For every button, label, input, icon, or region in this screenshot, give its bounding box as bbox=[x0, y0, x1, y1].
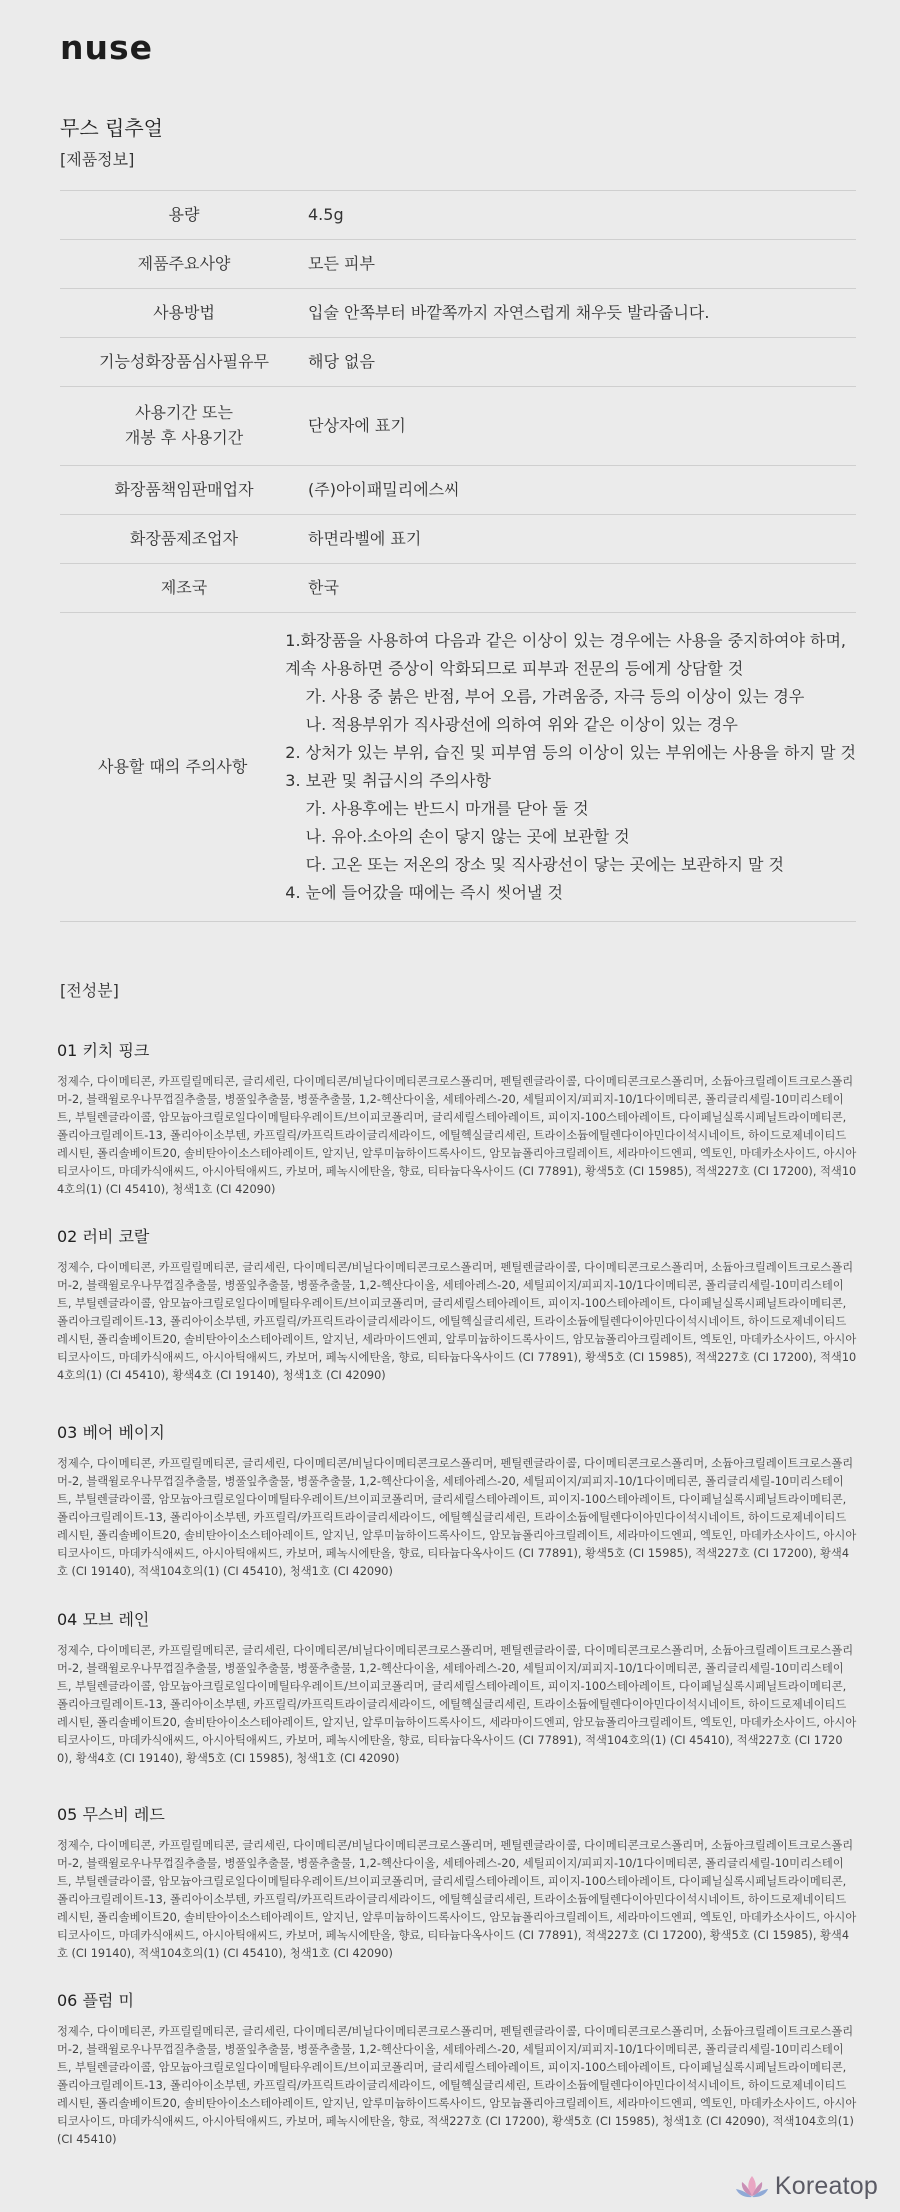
shade-ingredients: 정제수, 다이메티콘, 카프릴릴메티콘, 글리세린, 다이메티콘/비닐다이메티콘크로스폴리머, 펜틸렌글라이콜, 다이메티콘크로스폴리머, 소듐아크릴레이트크로스폴리머-2, 블랙윌로우나무껍질추출물, 병풀잎추출물, 병풀추출물, 1,2-헥산다이올, 세테아레스-20, 세틸피이지/피피지-10/1다이메티콘, 폴리글리세릴-10미리스테이트, 부틸렌글라이콜, 암모늄아크릴로일다이메틸타우레이트/브이피코폴리머, 글리세릴스테아레이트, 피이지-100스테아레이트, 다이페닐실록시페닐트라이메티콘, 폴리아크릴레이트-13, 폴리아이소부텐, 카프릴릭/카프릭트라이글리세라이드, 에틸헥실글리세린, 트라이소듐에틸렌다이아민다이석시네이트, 하이드로제네이티드레시틴, 폴리솔베이트20, 솔비탄아이소스테아레이트, 알지닌, 알루미늄하이드록사이드, 세라마이드엔피, 암모늄폴리아크릴레이트, 엑토인, 마데카소사이드, 아시아티코사이드, 마데카식애씨드, 아시아틱애씨드, 카보머, 페녹시에탄올, 향료, 티타늄다옥사이드 (CI 77891), 적색104호의(1) (CI 45410), 적색227호 (CI 17200), 황색4호 (CI 19140), 황색5호 (CI 15985), 청색1호 (CI 42090) bbox=[57, 1644, 857, 1765]
shade-ingredients: 정제수, 다이메티콘, 카프릴릴메티콘, 글리세린, 다이메티콘/비닐다이메티콘크로스폴리머, 펜틸렌글라이콜, 다이메티콘크로스폴리머, 소듐아크릴레이트크로스폴리머-2, 블랙윌로우나무껍질추출물, 병풀잎추출물, 병풀추출물, 1,2-헥산다이올, 세테아레스-20, 세틸피이지/피피지-10/1다이메티콘, 폴리글리세릴-10미리스테이트, 부틸렌글라이콜, 암모늄아크릴로일다이메틸타우레이트/브이피코폴리머, 글리세릴스테아레이트, 피이지-100스테아레이트, 다이페닐실록시페닐트라이메티콘, 폴리아크릴레이트-13, 폴리아이소부텐, 카프릴릭/카프릭트라이글리세라이드, 에틸헥실글리세린, 트라이소듐에틸렌다이아민다이석시네이트, 하이드로제네이티드레시틴, 폴리솔베이트20, 솔비탄아이소스테아레이트, 알지닌, 알루미늄하이드록사이드, 암모늄폴리아크릴레이트, 세라마이드엔피, 엑토인, 마데카소사이드, 아시아티코사이드, 마데카식애씨드, 아시아틱애씨드, 카보머, 페녹시에탄올, 향료, 적색227호 (CI 17200), 황색5호 (CI 15985), 청색1호 (CI 42090), 적색104호의(1) (CI 45410) bbox=[57, 2025, 857, 2146]
shade-block bbox=[57, 1607, 857, 1768]
shade-ingredients: 정제수, 다이메티콘, 카프릴릴메티콘, 글리세린, 다이메티콘/비닐다이메티콘크로스폴리머, 펜틸렌글라이콜, 다이메티콘크로스폴리머, 소듐아크릴레이트크로스폴리머-2, 블랙윌로우나무껍질추출물, 병풀잎추출물, 병풀추출물, 1,2-헥산다이올, 세테아레스-20, 세틸피이지/피피지-10/1다이메티콘, 폴리글리세릴-10미리스테이트, 부틸렌글라이콜, 암모늄아크릴로일다이메틸타우레이트/브이피코폴리머, 글리세릴스테아레이트, 피이지-100스테아레이트, 다이페닐실록시페닐트라이메티콘, 폴리아크릴레이트-13, 폴리아이소부텐, 카프릴릭/카프릭트라이글리세라이드, 에틸헥실글리세린, 트라이소듐에틸렌다이아민다이석시네이트, 하이드로제네이티드레시틴, 폴리솔베이트20, 솔비탄아이소스테아레이트, 알지닌, 알루미늄하이드록사이드, 암모늄폴리아크릴레이트, 세라마이드엔피, 엑토인, 마데카소사이드, 아시아티코사이드, 마데카식애씨드, 아시아틱애씨드, 카보머, 페녹시에탄올, 향료, 티타늄다옥사이드 (CI 77891), 황색5호 (CI 15985), 적색227호 (CI 17200), 황색4호 (CI 19140), 적색104호의(1) (CI 45410), 청색1호 (CI 42090) bbox=[57, 1457, 857, 1578]
caution-line: 계속 사용하면 증상이 악화되므로 피부과 전문의 등에게 상담할 것 bbox=[285, 659, 744, 678]
shade-block bbox=[57, 1224, 857, 1385]
shade-name: 02 러비 코랄 bbox=[57, 1227, 150, 1246]
info-value: 한국 bbox=[308, 577, 339, 597]
info-value: 단상자에 표기 bbox=[308, 415, 406, 435]
caution-line: 다. 고온 또는 저온의 장소 및 직사광선이 닿는 곳에는 보관하지 말 것 bbox=[285, 855, 784, 874]
caution-line: 가. 사용후에는 반드시 마개를 닫아 둘 것 bbox=[285, 799, 589, 818]
shade-block bbox=[57, 1038, 857, 1199]
info-row-spec bbox=[60, 240, 856, 289]
info-row-volume bbox=[60, 191, 856, 240]
info-value: 입술 안쪽부터 바깥쪽까지 자연스럽게 채우듯 발라줍니다. bbox=[308, 302, 710, 322]
caution-line: 나. 적용부위가 직사광선에 의하여 위와 같은 이상이 있는 경우 bbox=[285, 715, 738, 734]
shade-name: 05 무스비 레드 bbox=[57, 1805, 165, 1824]
info-row-manufacturer bbox=[60, 515, 856, 564]
info-label: 사용할 때의 주의사항 bbox=[98, 756, 248, 776]
ingredients-heading: [전성분] bbox=[60, 981, 119, 1000]
caution-line: 3. 보관 및 취급시의 주의사항 bbox=[285, 771, 491, 790]
info-row-distributor bbox=[60, 466, 856, 515]
caution-line: 가. 사용 중 붉은 반점, 부어 오름, 가려움증, 자극 등의 이상이 있는 경우 bbox=[285, 687, 805, 706]
shade-block bbox=[57, 1802, 857, 1963]
info-row-caution bbox=[60, 613, 856, 922]
caution-line: 1.화장품을 사용하여 다음과 같은 이상이 있는 경우에는 사용을 중지하여야 하며, bbox=[285, 631, 847, 650]
shade-ingredients: 정제수, 다이메티콘, 카프릴릴메티콘, 글리세린, 다이메티콘/비닐다이메티콘크로스폴리머, 펜틸렌글라이콜, 다이메티콘크로스폴리머, 소듐아크릴레이트크로스폴리머-2, 블랙윌로우나무껍질추출물, 병풀잎추출물, 병풀추출물, 1,2-헥산다이올, 세테아레스-20, 세틸피이지/피피지-10/1다이메티콘, 폴리글리세릴-10미리스테이트, 부틸렌글라이콜, 암모늄아크릴로일다이메틸타우레이트/브이피코폴리머, 글리세릴스테아레이트, 피이지-100스테아레이트, 다이페닐실록시페닐트라이메티콘, 폴리아크릴레이트-13, 폴리아이소부텐, 카프릴릭/카프릭트라이글리세라이드, 에틸헥실글리세린, 트라이소듐에틸렌다이아민다이석시네이트, 하이드로제네이티드레시틴, 폴리솔베이트20, 솔비탄아이소스테아레이트, 알지닌, 알루미늄하이드록사이드, 암모늄폴리아크릴레이트, 세라마이드엔피, 엑토인, 마데카소사이드, 아시아티코사이드, 마데카식애씨드, 아시아틱애씨드, 카보머, 페녹시에탄올, 향료, 티타늄다옥사이드 (CI 77891), 황색5호 (CI 15985), 적색227호 (CI 17200), 적색104호의(1) (CI 45410), 청색1호 (CI 42090) bbox=[57, 1075, 857, 1196]
shade-name: 01 키치 핑크 bbox=[57, 1041, 150, 1060]
caution-line: 4. 눈에 들어갔을 때에는 즉시 씻어낼 것 bbox=[285, 883, 563, 902]
info-label: 화장품제조업자 bbox=[129, 528, 239, 548]
info-row-expiry bbox=[60, 387, 856, 466]
info-label: 제품주요사양 bbox=[137, 253, 231, 273]
koreatop-brand: Koreatop bbox=[774, 2172, 878, 2200]
info-row-functional-review bbox=[60, 338, 856, 387]
shade-ingredients: 정제수, 다이메티콘, 카프릴릴메티콘, 글리세린, 다이메티콘/비닐다이메티콘크로스폴리머, 펜틸렌글라이콜, 다이메티콘크로스폴리머, 소듐아크릴레이트크로스폴리머-2, 블랙윌로우나무껍질추출물, 병풀잎추출물, 병풀추출물, 1,2-헥산다이올, 세테아레스-20, 세틸피이지/피피지-10/1다이메티콘, 폴리글리세릴-10미리스테이트, 부틸렌글라이콜, 암모늄아크릴로일다이메틸타우레이트/브이피코폴리머, 글리세릴스테아레이트, 피이지-100스테아레이트, 다이페닐실록시페닐트라이메티콘, 폴리아크릴레이트-13, 폴리아이소부텐, 카프릴릭/카프릭트라이글리세라이드, 에틸헥실글리세린, 트라이소듐에틸렌다이아민다이석시네이트, 하이드로제네이티드레시틴, 폴리솔베이트20, 솔비탄아이소스테아레이트, 알지닌, 세라마이드엔피, 알루미늄하이드록사이드, 암모늄폴리아크릴레이트, 엑토인, 마데카소사이드, 아시아티코사이드, 마데카식애씨드, 아시아틱애씨드, 카보머, 페녹시에탄올, 향료, 티타늄다옥사이드 (CI 77891), 황색5호 (CI 15985), 적색227호 (CI 17200), 적색104호의(1) (CI 45410), 황색4호 (CI 19140), 청색1호 (CI 42090) bbox=[57, 1261, 857, 1382]
shade-name: 03 베어 베이지 bbox=[57, 1423, 165, 1442]
product-title: 무스 립추얼 bbox=[60, 116, 163, 140]
info-row-usage bbox=[60, 289, 856, 338]
lotus-icon bbox=[735, 2174, 769, 2200]
shade-name: 06 플럼 미 bbox=[57, 1991, 134, 2010]
info-label: 기능성화장품심사필유무 bbox=[98, 351, 270, 371]
info-label: 화장품책임판매업자 bbox=[114, 479, 254, 499]
brand-logo: nuse bbox=[60, 28, 154, 67]
info-label: 사용기간 또는 개봉 후 사용기간 bbox=[124, 403, 244, 447]
product-info-table bbox=[60, 190, 856, 922]
info-label: 용량 bbox=[168, 204, 200, 224]
info-value: 모든 피부 bbox=[308, 253, 375, 273]
koreatop-watermark bbox=[735, 2172, 878, 2201]
info-value: 4.5g bbox=[308, 204, 344, 224]
shade-ingredients: 정제수, 다이메티콘, 카프릴릴메티콘, 글리세린, 다이메티콘/비닐다이메티콘크로스폴리머, 펜틸렌글라이콜, 다이메티콘크로스폴리머, 소듐아크릴레이트크로스폴리머-2, 블랙윌로우나무껍질추출물, 병풀잎추출물, 병풀추출물, 1,2-헥산다이올, 세테아레스-20, 세틸피이지/피피지-10/1다이메티콘, 폴리글리세릴-10미리스테이트, 부틸렌글라이콜, 암모늄아크릴로일다이메틸타우레이트/브이피코폴리머, 글리세릴스테아레이트, 피이지-100스테아레이트, 다이페닐실록시페닐트라이메티콘, 폴리아크릴레이트-13, 폴리아이소부텐, 카프릴릭/카프릭트라이글리세라이드, 에틸헥실글리세린, 트라이소듐에틸렌다이아민다이석시네이트, 하이드로제네이티드레시틴, 폴리솔베이트20, 솔비탄아이소스테아레이트, 알지닌, 알루미늄하이드록사이드, 암모늄폴리아크릴레이트, 세라마이드엔피, 엑토인, 마데카소사이드, 아시아티코사이드, 마데카식애씨드, 아시아틱애씨드, 카보머, 페녹시에탄올, 향료, 티타늄다옥사이드 (CI 77891), 적색227호 (CI 17200), 황색5호 (CI 15985), 황색4호 (CI 19140), 적색104호의(1) (CI 45410), 청색1호 (CI 42090) bbox=[57, 1839, 857, 1960]
product-info-heading: [제품정보] bbox=[60, 150, 135, 169]
info-value: 하면라벨에 표기 bbox=[308, 528, 422, 548]
shade-block bbox=[57, 1988, 857, 2149]
info-value: 해당 없음 bbox=[308, 351, 375, 371]
info-label: 사용방법 bbox=[153, 302, 215, 322]
caution-line: 나. 유아.소아의 손이 닿지 않는 곳에 보관할 것 bbox=[285, 827, 630, 846]
shade-name: 04 모브 레인 bbox=[57, 1610, 150, 1629]
caution-text bbox=[285, 613, 856, 921]
info-row-country bbox=[60, 564, 856, 613]
shade-block bbox=[57, 1420, 857, 1581]
info-label: 제조국 bbox=[160, 577, 208, 597]
info-value: (주)아이패밀리에스씨 bbox=[308, 479, 460, 499]
caution-line: 2. 상처가 있는 부위, 습진 및 피부염 등의 이상이 있는 부위에는 사용을 하지 말 것 bbox=[285, 743, 856, 762]
